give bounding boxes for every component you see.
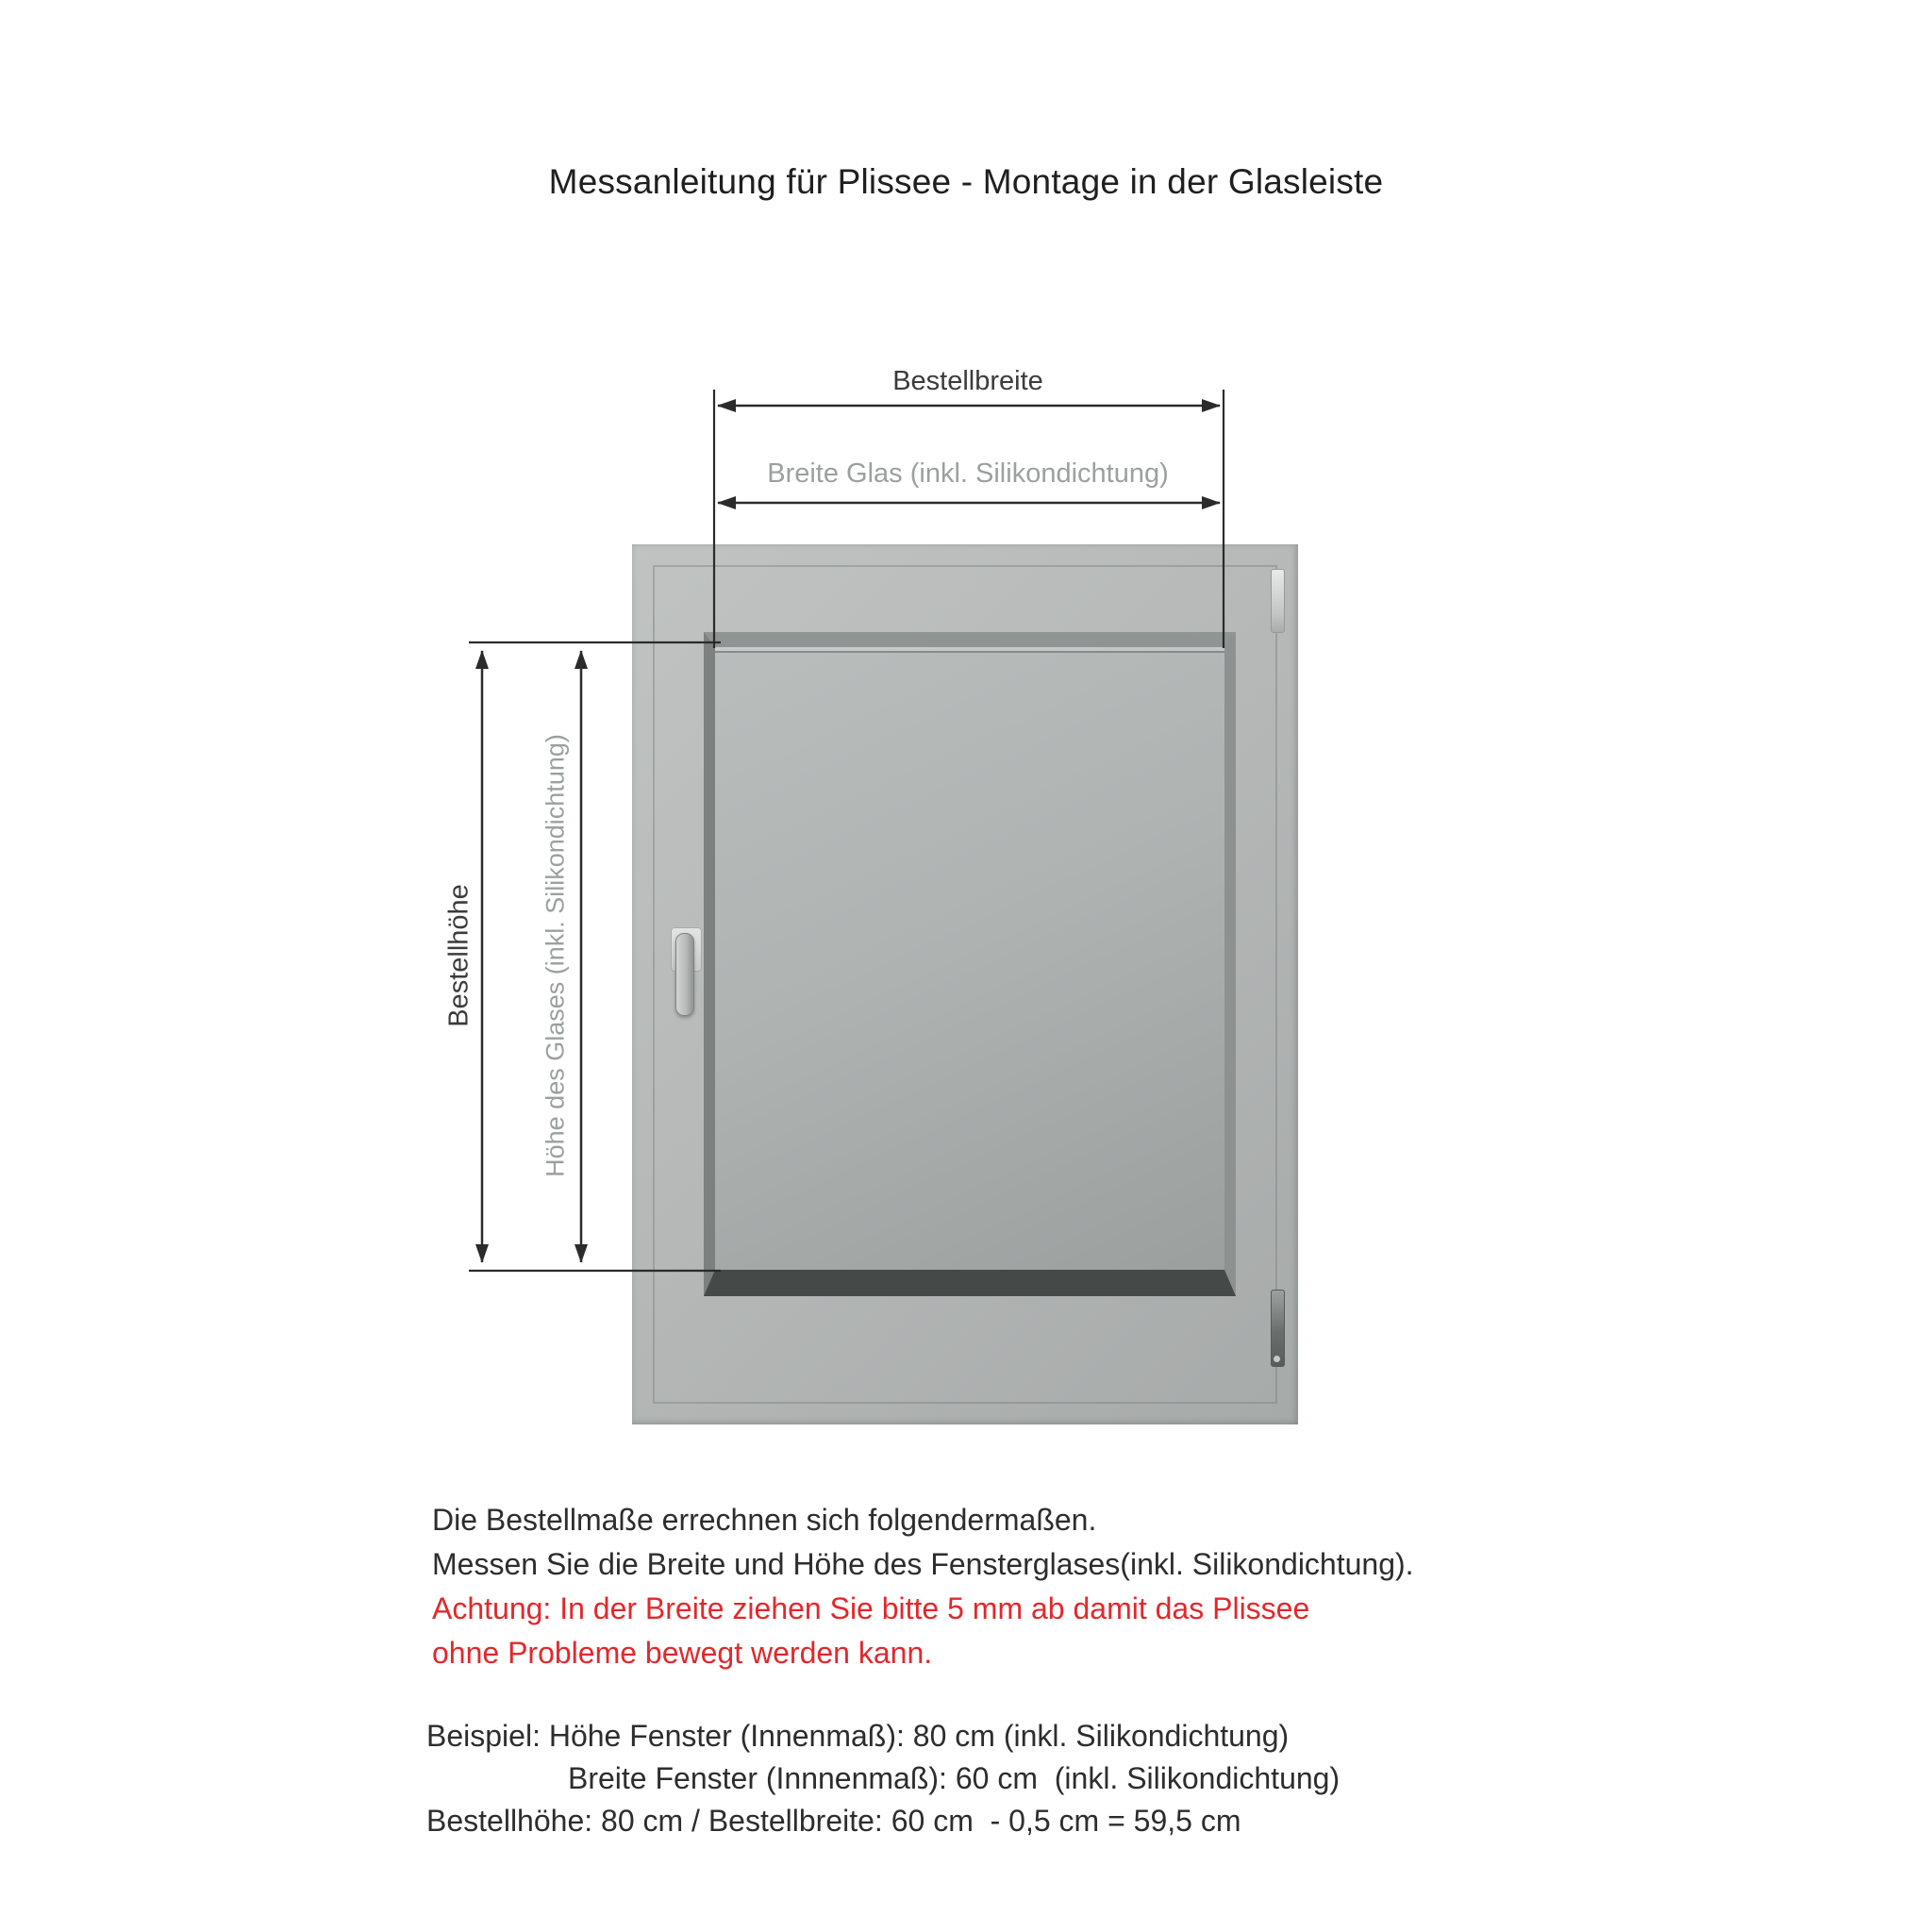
label-order-height: Bestellhöhe: [443, 884, 475, 1027]
instruction-warning-line-2: ohne Probleme bewegt werden kann.: [432, 1636, 933, 1670]
label-glass-height: Höhe des Glases (inkl. Silikondichtung): [541, 734, 570, 1177]
glazing-bead-seam: [715, 651, 1224, 653]
label-order-width: Bestellbreite: [892, 366, 1043, 396]
instruction-line-2: Messen Sie die Breite und Höhe des Fensterglases(inkl. Silikondichtung).: [432, 1547, 1414, 1581]
example-block: [426, 1715, 1340, 1842]
hinge-bottom-right-icon: [1271, 1290, 1285, 1367]
window-illustration: [632, 544, 1298, 1424]
label-glass-width: Breite Glas (inkl. Silikondichtung): [767, 458, 1169, 489]
window-glass-pane: [704, 632, 1236, 1296]
window-handle-icon: [675, 933, 694, 1016]
instruction-line-1: Die Bestellmaße errechnen sich folgendermaßen.: [432, 1503, 1097, 1537]
page-title: Messanleitung für Plissee - Montage in der Glasleiste: [548, 162, 1384, 201]
instruction-warning-line-1: Achtung: In der Breite ziehen Sie bitte 5 mm ab damit das Plissee: [432, 1591, 1310, 1625]
example-line-result: Bestellhöhe: 80 cm / Bestellbreite: 60 cm - 0,5 cm = 59,5 cm: [426, 1804, 1241, 1838]
hinge-top-right-icon: [1271, 569, 1285, 633]
instructions-block: [432, 1498, 1414, 1675]
example-line-height: Beispiel: Höhe Fenster (Innenmaß): 80 cm (inkl. Silikondichtung): [426, 1719, 1290, 1753]
example-line-width: Breite Fenster (Innnenmaß): 60 cm (inkl. Silikondichtung): [568, 1761, 1341, 1795]
